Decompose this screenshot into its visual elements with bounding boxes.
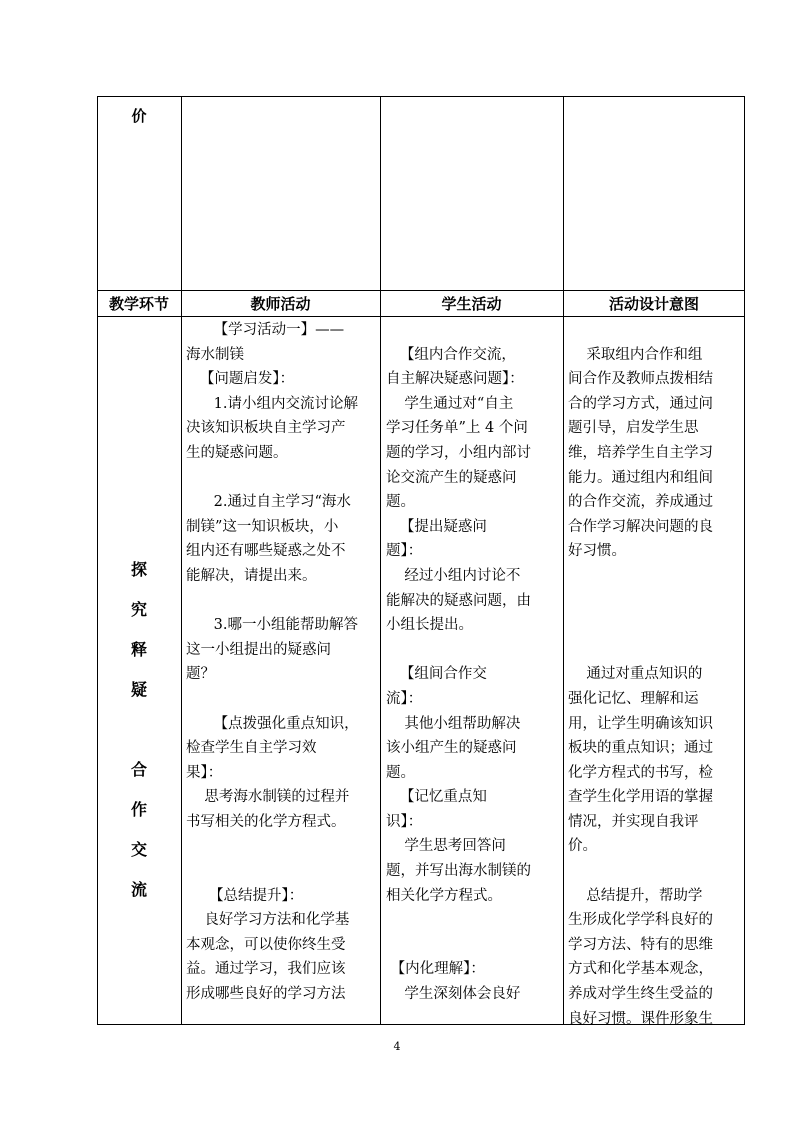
text-line: 决该知识板块自主学习产 (186, 420, 346, 437)
text-line: 【点拨强化重点知识， (186, 715, 359, 732)
text-line: 思考海水制镁的过程并 (186, 789, 350, 806)
text-line: 间合作及教师点拨相结 (568, 371, 713, 388)
text-line: 学生通过对“自主 (386, 395, 514, 412)
text-line: 查学生化学用语的掌握 (568, 789, 713, 806)
text-line: 题。 (386, 494, 415, 511)
text-line: 价。 (568, 838, 597, 855)
text-line: 题。 (386, 764, 415, 781)
text-line: 益。通过学习，我们应该 (186, 961, 346, 978)
text-line: 合作学习解决问题的良 (568, 518, 713, 535)
text-line: 其他小组帮助解决 (386, 715, 521, 732)
text-line (186, 589, 378, 614)
text-line (186, 859, 378, 884)
design-intent-text (568, 318, 744, 1031)
evaluation-label: 价 (131, 107, 147, 125)
text-line: 板块的重点知识；通过 (568, 740, 713, 757)
header-teacher-activity: 教师活动 (250, 295, 311, 313)
text-line: 采取组内合作和组 (568, 346, 703, 363)
stage-label-2 (97, 750, 181, 910)
text-line: 学生思考回答问 (386, 838, 506, 855)
text-line: 学习任务单”上 4 个问 (386, 420, 528, 437)
text-line: 方式和化学基本观念， (568, 961, 713, 978)
text-line (386, 318, 562, 343)
text-line: 合的学习方式，通过问 (568, 395, 713, 412)
column-divider (181, 96, 182, 1025)
stage-char: 疑 (130, 680, 147, 699)
text-line: 1.请小组内交流讨论解 (186, 395, 358, 412)
column-divider (380, 96, 381, 1025)
text-line: 用，让学生明确该知识 (568, 715, 713, 732)
text-line (186, 687, 378, 712)
stage-label-1 (97, 550, 181, 710)
text-line: 能力。通过组内和组间 (568, 469, 713, 486)
text-line: 能解决，请提出来。 (186, 567, 317, 584)
text-line: 良好学习方法和化学基 (186, 912, 350, 929)
text-line: 【提出疑惑问 (386, 518, 487, 535)
text-line: 3.哪一小组能帮助解答 (186, 617, 358, 634)
row-divider (97, 290, 745, 291)
text-line: 养成对学生终生受益的 (568, 986, 713, 1003)
text-line: 2.通过自主学习“海水 (186, 494, 351, 511)
text-line (568, 564, 744, 589)
text-line: 【记忆重点知 (386, 789, 487, 806)
header-stage: 教学环节 (108, 295, 169, 313)
row-divider (97, 316, 745, 317)
text-line (186, 466, 378, 491)
column-divider (563, 96, 564, 1025)
text-line: 相关化学方程式。 (386, 887, 502, 904)
teacher-activity-text (186, 318, 378, 1007)
text-line: 【内化理解】： (386, 961, 485, 978)
text-line: 化学方程式的书写，检 (568, 764, 713, 781)
page-number: 4 (393, 1040, 401, 1053)
text-line: 海水制镁 (186, 346, 244, 363)
text-line: 【组间合作交 (386, 666, 487, 683)
text-line: 这一小组提出的疑惑问 (186, 641, 331, 658)
header-student-activity: 学生活动 (441, 295, 502, 313)
text-line: 学习方法、特有的思维 (568, 936, 713, 953)
text-line: 【问题启发】： (186, 371, 295, 388)
text-line: 识】： (386, 813, 423, 830)
stage-char: 合 (130, 760, 147, 779)
text-line: 书写相关的化学方程式。 (186, 813, 346, 830)
text-line: 该小组产生的疑惑问 (386, 740, 517, 757)
text-line: 的合作交流，养成通过 (568, 494, 713, 511)
text-line: 题的学习，小组内部讨 (386, 444, 531, 461)
text-line: 题？ (186, 666, 215, 683)
text-line: 小组长提出。 (386, 617, 473, 634)
text-line (568, 613, 744, 638)
text-line: 能解决的疑惑问题，由 (386, 592, 531, 609)
text-line: 检查学生自主学习效 (186, 740, 317, 757)
text-line: 组内还有哪些疑惑之处不 (186, 543, 346, 560)
text-line: 生形成化学学科良好的 (568, 912, 713, 929)
text-line (186, 834, 378, 859)
text-line: 好习惯。 (568, 543, 626, 560)
stage-char: 释 (130, 640, 147, 659)
text-line: 【组内合作交流， (386, 346, 516, 363)
text-line (386, 638, 562, 663)
text-line: 题】： (386, 543, 423, 560)
text-line: 自主解决疑惑问题】： (386, 371, 524, 388)
text-line: 论交流产生的疑惑问 (386, 469, 517, 486)
stage-char: 交 (130, 840, 147, 859)
text-line: 制镁”这一知识板块，小 (186, 518, 339, 535)
text-line: 流】： (386, 690, 423, 707)
header-design-intent: 活动设计意图 (608, 295, 699, 313)
text-line: 【学习活动一】—— (186, 322, 345, 338)
text-line: 良好习惯。课件形象生 (568, 1010, 713, 1027)
text-line: 维，培养学生自主学习 (568, 444, 713, 461)
text-line: 强化记忆、理解和运 (568, 690, 699, 707)
text-line (568, 318, 744, 343)
student-activity-text (386, 318, 562, 1007)
text-line (568, 638, 744, 663)
text-line: 经过小组内讨论不 (386, 567, 521, 584)
text-line (386, 933, 562, 958)
text-line: 情况，并实现自我评 (568, 813, 699, 830)
text-line: 学生深刻体会良好 (386, 986, 521, 1003)
text-line: 题，并写出海水制镁的 (386, 863, 531, 880)
text-line (568, 859, 744, 884)
text-line: 生的疑惑问题。 (186, 444, 288, 461)
text-line: 果】： (186, 764, 223, 781)
stage-char: 作 (130, 800, 147, 819)
stage-char: 究 (130, 600, 147, 619)
text-line: 本观念，可以使你终生受 (186, 936, 346, 953)
text-line: 【总结提升】： (186, 887, 304, 904)
text-line: 形成哪些良好的学习方法 (186, 986, 346, 1003)
text-line: 总结提升，帮助学 (568, 887, 703, 904)
stage-char: 探 (130, 560, 147, 579)
text-line (568, 589, 744, 614)
text-line: 题引导，启发学生思 (568, 420, 699, 437)
text-line (386, 908, 562, 933)
text-line: 通过对重点知识的 (568, 666, 703, 683)
stage-char: 流 (130, 880, 147, 899)
